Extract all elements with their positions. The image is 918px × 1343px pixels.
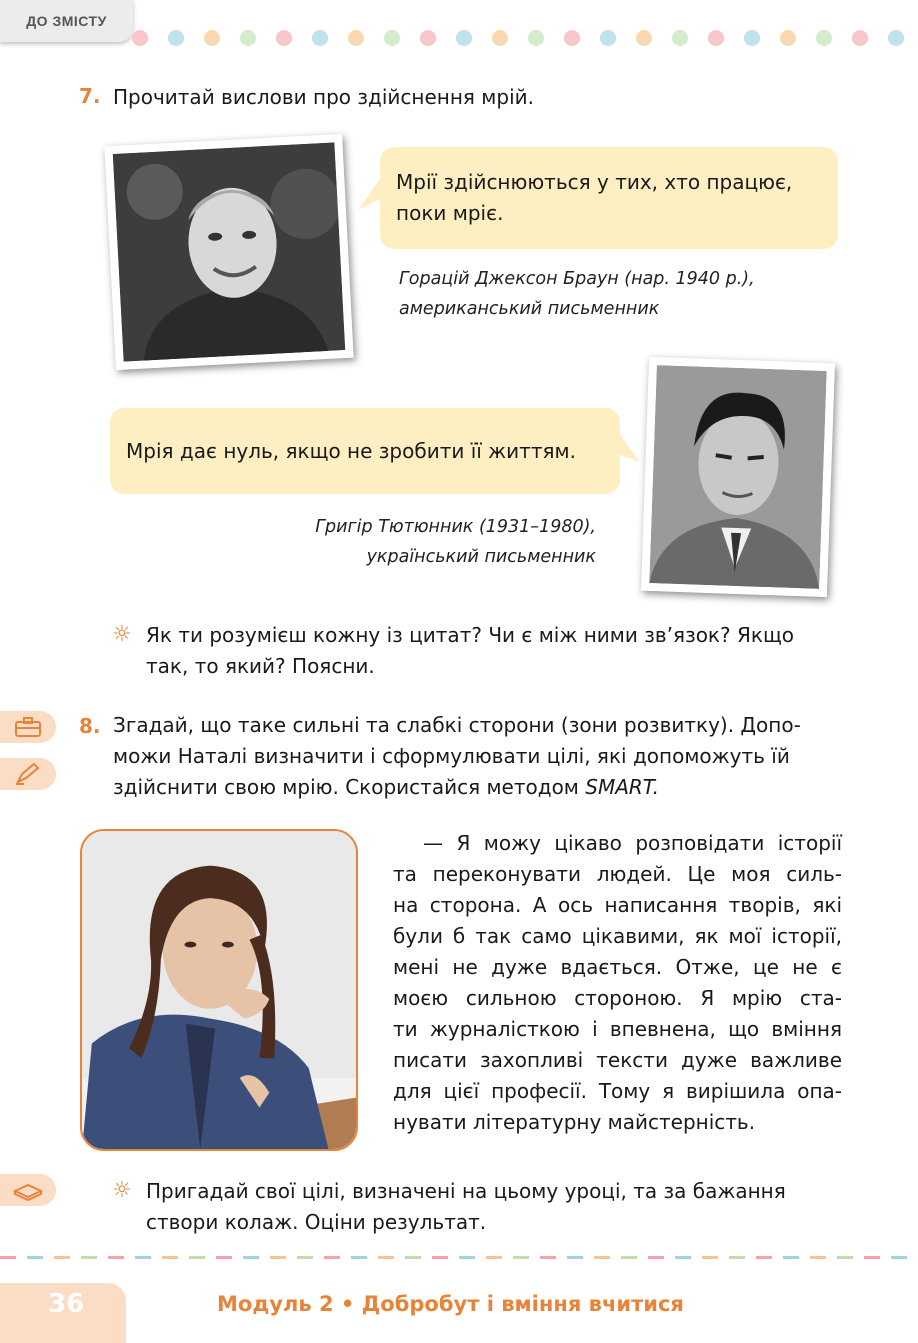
question-1: [146, 620, 794, 682]
narrative-line: нувати літературну майстерність.: [393, 1110, 756, 1134]
quote-2-author-line1: Григір Тютюнник (1931–1980),: [315, 517, 596, 537]
decorative-dot: [240, 30, 256, 46]
decorative-dot: [780, 30, 796, 46]
decorative-dot: [204, 30, 220, 46]
decorative-dot: [492, 30, 508, 46]
quote-1-line1: Мрії здійснюються у тих, хто працює,: [396, 170, 793, 194]
decorative-dot: [852, 30, 868, 46]
divider-dash: [459, 1256, 475, 1259]
divider-dash: [189, 1256, 205, 1259]
question-1-line2: так, то який? Поясни.: [146, 654, 375, 678]
quote-1-bubble: [380, 147, 838, 249]
task-8-line2: можи Наталі визначити і сформулювати цілі, які допоможуть їй: [113, 744, 790, 768]
girl-photo: [80, 829, 358, 1151]
decorative-dot: [420, 30, 436, 46]
divider-dash: [297, 1256, 313, 1259]
decorative-dot: [168, 30, 184, 46]
task-7-text: Прочитай вислови про здійснення мрій.: [113, 85, 534, 109]
decorative-dot: [744, 30, 760, 46]
divider-dash: [108, 1256, 124, 1259]
toc-button[interactable]: ДО ЗМІСТУ: [0, 0, 133, 42]
narrative-line: — Я можу цікаво розповідати історії: [423, 831, 842, 855]
question-2-line2: створи колаж. Оціни результат.: [146, 1210, 487, 1234]
quote-2-text: Мрія дає нуль, якщо не зробити її життям.: [126, 439, 576, 463]
divider-dash: [729, 1256, 745, 1259]
divider-dash: [432, 1256, 448, 1259]
footer-divider: [0, 1256, 918, 1260]
author-photo-brown: [104, 134, 353, 370]
decorative-dot: [672, 30, 688, 46]
divider-dash: [405, 1256, 421, 1259]
smart-term: SMART.: [585, 775, 659, 799]
quote-2-author: [290, 512, 596, 572]
pencil-tab[interactable]: [0, 758, 56, 790]
narrative-line: були б так само цікавими, як мої історії,: [393, 924, 842, 948]
page-number: 36: [48, 1289, 85, 1319]
task-8-line3: [113, 772, 801, 803]
divider-dash: [351, 1256, 367, 1259]
divider-dash: [540, 1256, 556, 1259]
decorative-dot: [600, 30, 616, 46]
question-1-line1: Як ти розумієш кожну із цитат? Чи є між ними зв’язок? Якщо: [146, 623, 795, 647]
divider-dash: [513, 1256, 529, 1259]
task-7-number: 7.: [79, 84, 101, 108]
divider-dash: [162, 1256, 178, 1259]
divider-dash: [486, 1256, 502, 1259]
portrait-image: [113, 142, 346, 361]
quote-1-author-line2: американський письменник: [399, 299, 660, 319]
divider-dash: [648, 1256, 664, 1259]
decorative-dot: [276, 30, 292, 46]
divider-dash: [675, 1256, 691, 1259]
briefcase-icon: [14, 716, 42, 738]
divider-dash: [702, 1256, 718, 1259]
decorative-dot: [528, 30, 544, 46]
divider-dash: [810, 1256, 826, 1259]
decorative-dot: [348, 30, 364, 46]
divider-dash: [270, 1256, 286, 1259]
task-8-line1: Згадай, що таке сильні та слабкі сторони (зони розвитку). Допо-: [113, 713, 801, 737]
task-8-line3-text: здійснити свою мрію. Скористайся методом: [113, 775, 586, 799]
decorative-dot: [564, 30, 580, 46]
divider-dash: [756, 1256, 772, 1259]
narrative-line: писати захопливі тексти дуже важливе: [393, 1048, 842, 1072]
task-8-number: 8.: [79, 714, 101, 738]
divider-dash: [0, 1256, 16, 1259]
divider-dash: [567, 1256, 583, 1259]
narrative-line: мені не дуже вдається. Отже, це не є: [393, 955, 842, 979]
sun-icon: ☼: [112, 622, 132, 647]
divider-dash: [135, 1256, 151, 1259]
narrative-line: для цієї професії. Тому я вирішила опа-: [393, 1079, 842, 1103]
book-tab[interactable]: [0, 1174, 56, 1206]
girl-image: [82, 831, 356, 1149]
quote-2-author-line2: український письменник: [366, 547, 596, 567]
decorative-dot: [384, 30, 400, 46]
briefcase-tab[interactable]: [0, 711, 56, 743]
divider-dash: [864, 1256, 880, 1259]
portrait-image: [649, 365, 827, 589]
module-title: Модуль 2 • Добробут і вміння вчитися: [217, 1292, 684, 1316]
decorative-dot: [132, 30, 148, 46]
quote-2-bubble: [110, 408, 620, 494]
divider-dash: [81, 1256, 97, 1259]
decorative-dot: [708, 30, 724, 46]
author-photo-tyutyunnyk: [641, 357, 835, 597]
quote-1-author-line1: Горацій Джексон Браун (нар. 1940 р.),: [399, 269, 755, 289]
decorative-dots: [132, 30, 918, 46]
narrative-line: на сторона. А ось написання творів, які: [393, 893, 842, 917]
bubble-tail: [618, 432, 640, 468]
question-2-line1: Пригадай свої цілі, визначені на цьому уроці, та за бажання: [146, 1179, 786, 1203]
divider-dash: [378, 1256, 394, 1259]
divider-dash: [54, 1256, 70, 1259]
decorative-dot: [636, 30, 652, 46]
question-2: [146, 1176, 786, 1238]
pencil-icon: [14, 762, 42, 786]
task-8-text: [113, 710, 801, 803]
narrative-line: моєю сильною стороною. Я мрію ста-: [393, 986, 842, 1010]
decorative-dot: [312, 30, 328, 46]
narrative-line: ти журналісткою і впевнена, що вміння: [393, 1017, 842, 1041]
narrative-line: та переконувати людей. Це моя силь-: [393, 862, 842, 886]
sun-icon: ☼: [112, 1178, 132, 1203]
quote-1-author: [399, 264, 755, 324]
decorative-dot: [456, 30, 472, 46]
divider-dash: [27, 1256, 43, 1259]
divider-dash: [891, 1256, 907, 1259]
divider-dash: [216, 1256, 232, 1259]
divider-dash: [621, 1256, 637, 1259]
quote-1-line2: поки мріє.: [396, 201, 504, 225]
bubble-tail: [358, 176, 382, 212]
book-icon: [13, 1179, 43, 1201]
divider-dash: [243, 1256, 259, 1259]
divider-dash: [324, 1256, 340, 1259]
page-number-tab: [0, 1283, 126, 1343]
divider-dash: [594, 1256, 610, 1259]
natalia-narrative: [393, 828, 842, 1138]
divider-dash: [837, 1256, 853, 1259]
decorative-dot: [888, 30, 904, 46]
decorative-dot: [816, 30, 832, 46]
divider-dash: [783, 1256, 799, 1259]
